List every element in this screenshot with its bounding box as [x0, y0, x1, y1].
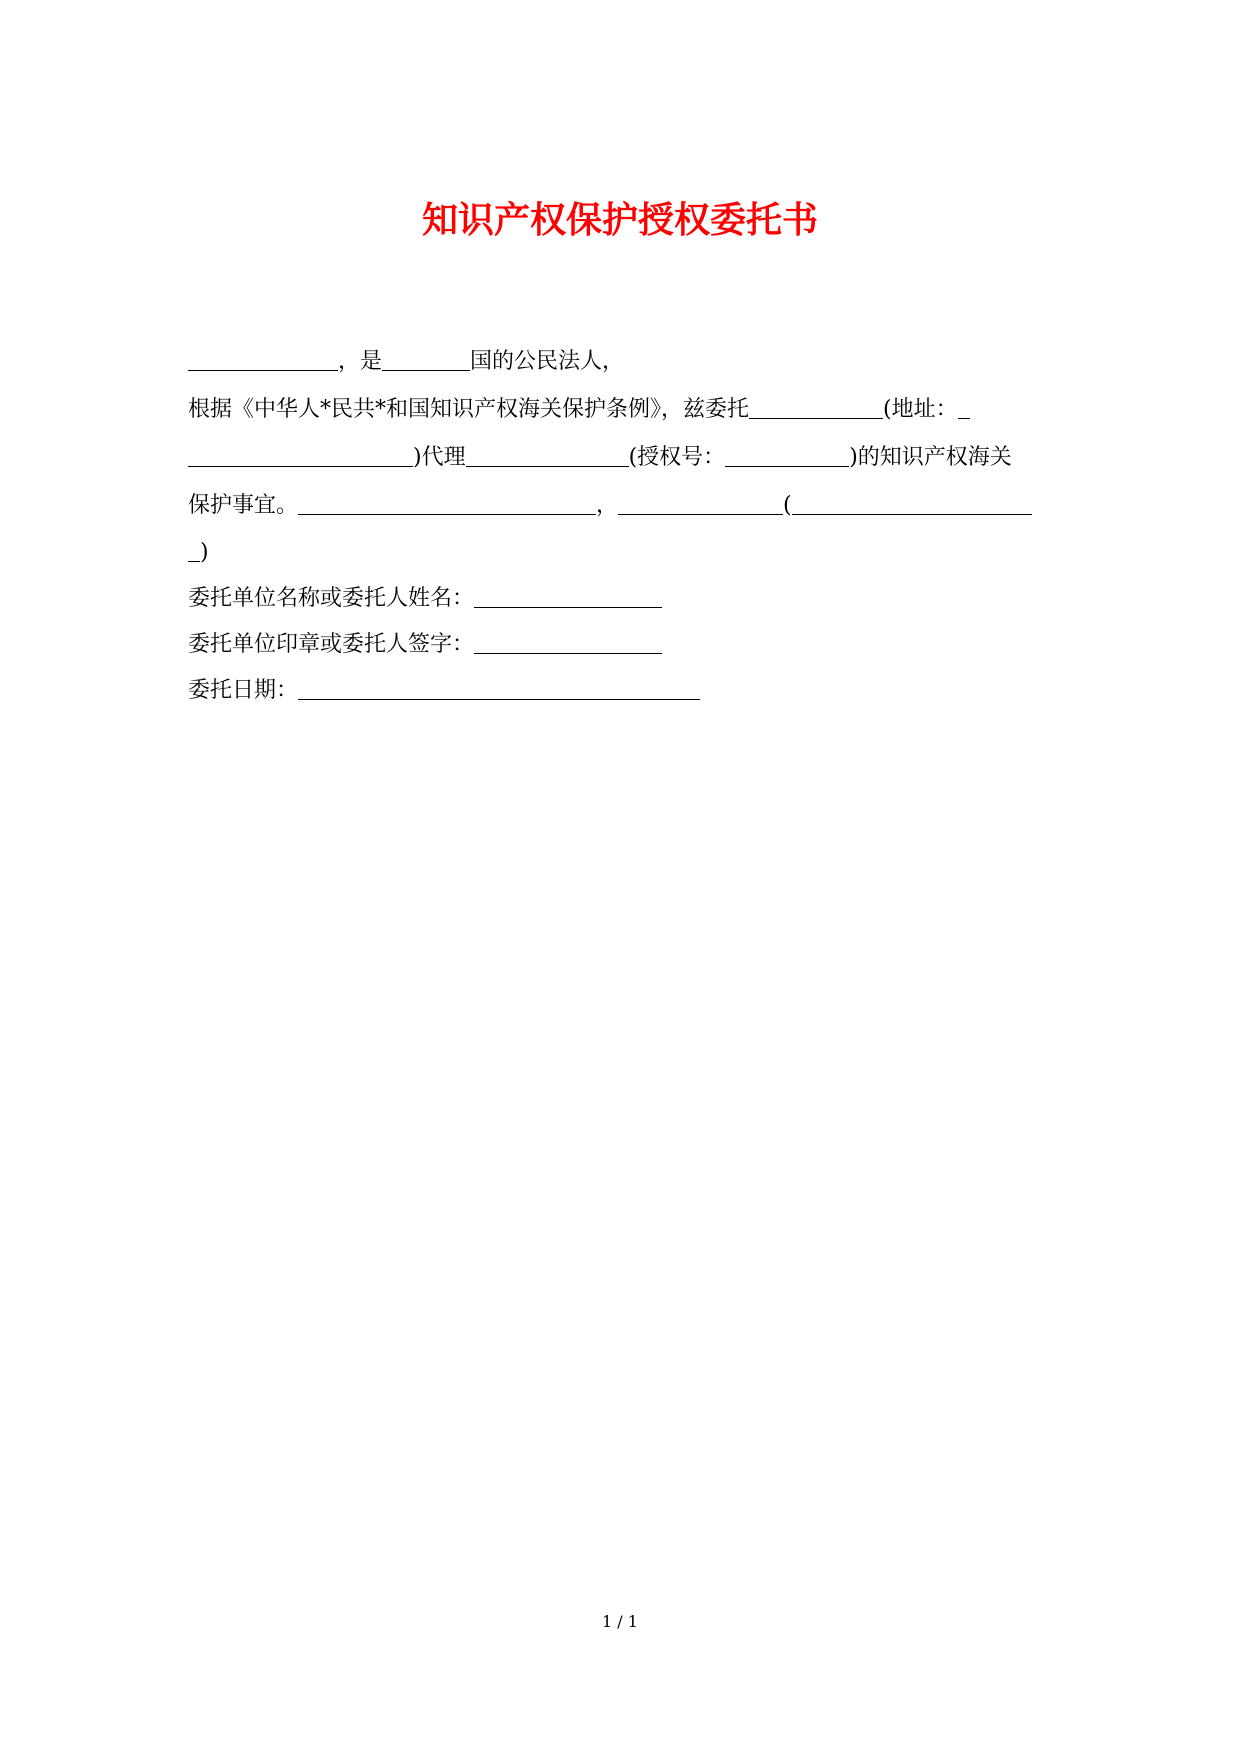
- body-line-3: [188, 434, 1058, 482]
- address-blank-start[interactable]: [958, 400, 970, 419]
- body-line-5: [188, 530, 1058, 576]
- sign-name-blank[interactable]: [474, 589, 662, 608]
- body-line-2: [188, 386, 1058, 434]
- line1-sep1: ，是: [338, 349, 383, 374]
- line4-paren: (: [783, 493, 792, 518]
- matter-blank-4[interactable]: [188, 543, 200, 562]
- sign-seal-line: [188, 622, 1058, 668]
- line3-tail: )的知识产权海关: [849, 445, 1012, 470]
- line1-sep2: 国的公民法人，: [470, 349, 625, 374]
- document-body: [188, 338, 1058, 714]
- sign-seal-blank[interactable]: [474, 635, 662, 654]
- agent-blank[interactable]: [749, 400, 883, 419]
- sign-name-line: [188, 576, 1058, 622]
- document-title: 知识产权保护授权委托书: [421, 199, 818, 241]
- agent-name-blank[interactable]: [466, 448, 629, 467]
- matter-blank-3[interactable]: [792, 496, 1032, 515]
- date-line: [188, 668, 1058, 714]
- sign-seal-label: 委托单位印章或委托人签字：: [188, 632, 475, 657]
- line4-comma: ，: [596, 493, 619, 518]
- agent-label: )代理: [413, 445, 466, 470]
- address-blank-end[interactable]: [188, 448, 413, 467]
- line5-close: ): [200, 540, 209, 565]
- sign-name-label: 委托单位名称或委托人姓名：: [188, 586, 475, 611]
- date-label: 委托日期：: [188, 678, 299, 703]
- body-line-1: [188, 338, 1058, 386]
- matter-blank[interactable]: [298, 496, 596, 515]
- body-line-4: [188, 482, 1058, 530]
- line2-text: 根据《中华人*民共*和国知识产权海关保护条例》，兹委托: [188, 397, 750, 422]
- auth-number-label: (授权号：: [628, 445, 726, 470]
- line4-head: 保护事宜。: [188, 493, 299, 518]
- name-blank[interactable]: [188, 352, 338, 371]
- matter-blank-2[interactable]: [618, 496, 783, 515]
- date-blank[interactable]: [298, 681, 700, 700]
- address-label: (地址：: [883, 397, 958, 422]
- country-blank[interactable]: [382, 352, 470, 371]
- page-number: 1 / 1: [602, 1612, 638, 1631]
- auth-number-blank[interactable]: [725, 448, 849, 467]
